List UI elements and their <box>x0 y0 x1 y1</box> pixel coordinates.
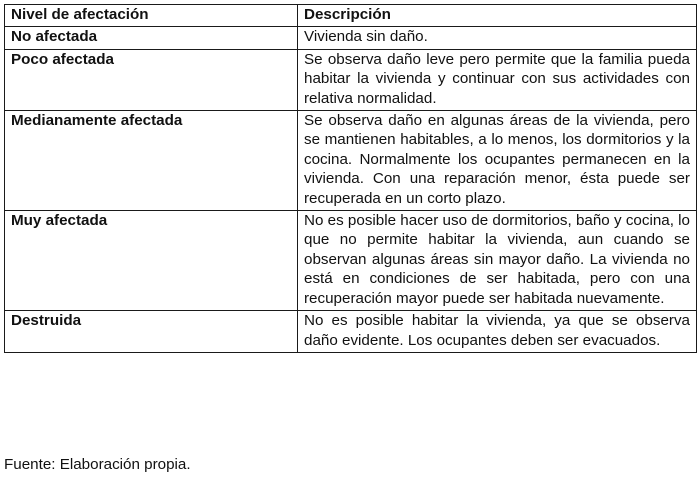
damage-level-table <box>4 4 697 353</box>
table-row <box>5 49 697 110</box>
row-level: Muy afectada <box>5 211 298 311</box>
row-description: Se observa daño en algunas áreas de la vivienda, pero se mantienen habitables, a lo menos, los dormitorios y la cocina. Normalmente los ocupantes permanecen en la vivienda. Con una reparación menor, ésta puede ser recuperada en un corto plazo. <box>298 111 697 211</box>
table-row <box>5 211 697 311</box>
header-description: Descripción <box>298 5 697 27</box>
row-description: Vivienda sin daño. <box>298 27 697 49</box>
row-level: Destruida <box>5 311 298 353</box>
row-description: No es posible hacer uso de dormitorios, baño y cocina, lo que no permite habitar la vivienda, aun cuando se observan algunas áreas sin mayor daño. La vivienda no está en condiciones de ser habitada, pero con una recuperación mayor puede ser habitada nuevamente. <box>298 211 697 311</box>
row-description: Se observa daño leve pero permite que la familia pueda habitar la vivienda y continuar con sus actividades con relativa normalidad. <box>298 49 697 110</box>
row-level: Medianamente afectada <box>5 111 298 211</box>
table-row <box>5 111 697 211</box>
table-header-row <box>5 5 697 27</box>
row-description: No es posible habitar la vivienda, ya que se observa daño evidente. Los ocupantes deben ser evacuados. <box>298 311 697 353</box>
row-level: Poco afectada <box>5 49 298 110</box>
table-row <box>5 27 697 49</box>
source-caption: Fuente: Elaboración propia. <box>4 456 191 473</box>
header-level: Nivel de afectación <box>5 5 298 27</box>
table-row <box>5 311 697 353</box>
row-level: No afectada <box>5 27 298 49</box>
